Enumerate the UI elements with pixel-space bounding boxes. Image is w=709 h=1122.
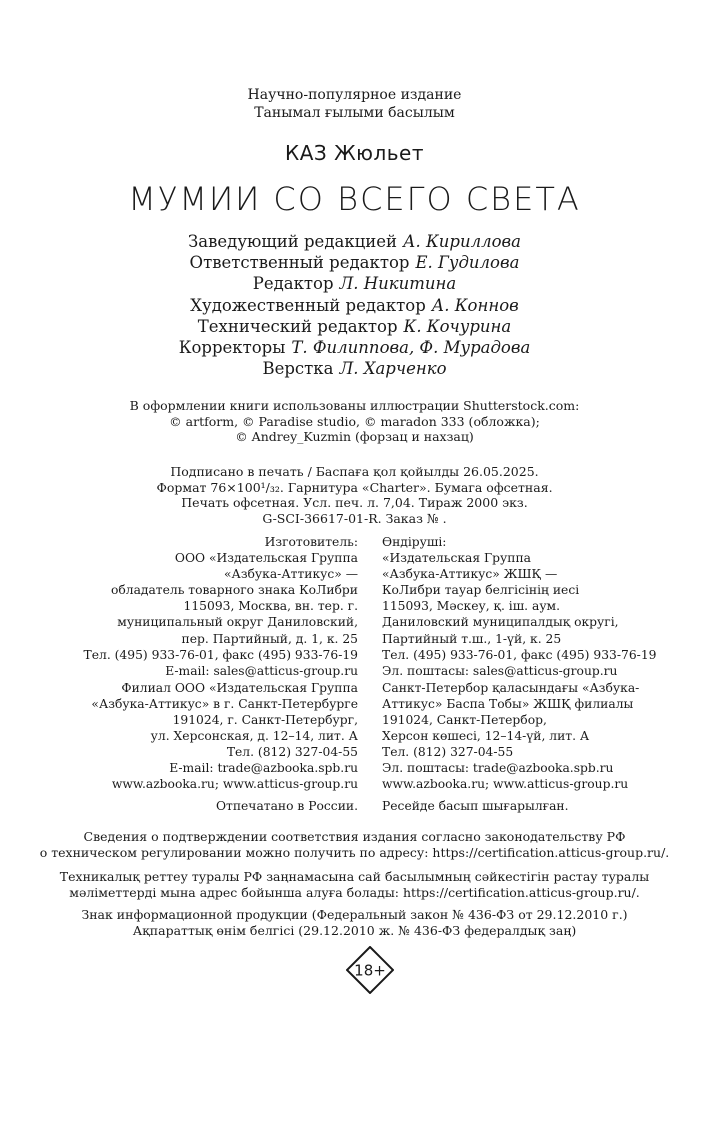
credit-name: А. Кириллова	[403, 232, 521, 251]
credits-block	[0, 231, 709, 379]
print-info-line: G-SCI-36617-01-R. Заказ № .	[262, 510, 447, 526]
website-links-kz: www.azbooka.ru; www.atticus-group.ru	[382, 777, 629, 791]
imprint-line: пер. Партийный, д. 1, к. 25	[181, 631, 358, 646]
imprint-line: Тел. (812) 327-04-55	[382, 745, 514, 760]
certification-line: Техникалық реттеу туралы РФ заңнамасына сай басылымның сәйкестігін растау туралы	[59, 869, 650, 884]
imprint-line: Тел. (495) 933-76-01, факс (495) 933-76-19	[83, 647, 358, 662]
imprint-line: КоЛибри тауар белгісінің иесі	[382, 583, 580, 598]
credit-role: Ответственный редактор	[189, 253, 410, 273]
genre-block	[0, 86, 709, 122]
book-title: МУМИИ СО ВСЕГО СВЕТА	[128, 180, 581, 218]
credit-line	[0, 231, 709, 252]
genre-kz: Танымал ғылыми басылым	[254, 105, 455, 121]
imprint-line: «Азбука-Аттикус» в г. Санкт-Петербурге	[91, 697, 358, 712]
imprint-line: обладатель товарного знака КоЛибри	[110, 583, 358, 598]
genre-ru: Научно-популярное издание	[247, 87, 462, 103]
illustrations-line: © Andrey_Kuzmin (форзац и нахзац)	[235, 429, 474, 445]
imprint-line: Санкт-Петербор қаласындағы «Азбука-	[382, 681, 640, 695]
imprint-line: муниципальный округ Даниловский,	[117, 615, 358, 630]
imprint-line: 115093, Москва, вн. тер. г.	[183, 599, 358, 614]
certification-line: Сведения о подтверждении соответствия издания согласно законодательству РФ	[83, 829, 626, 844]
imprint-line: Эл. поштасы: trade@azbooka.spb.ru	[382, 761, 614, 776]
print-info-line: Подписано в печать / Баспаға қол қойылды 26.05.2025.	[170, 464, 539, 479]
credit-line	[0, 316, 709, 337]
certification-kz	[0, 869, 709, 900]
imprint-line: 191024, г. Санкт-Петербург,	[172, 713, 358, 728]
certification-line: о техническом регулировании можно получить по адресу: https://certification.atticus-group.ru/.	[39, 844, 670, 860]
imprint-line: E-mail: trade@azbooka.spb.ru	[169, 761, 358, 776]
illustrations-line: В оформлении книги использованы иллюстрации Shutterstock.com:	[129, 398, 580, 413]
credit-name: Е. Гудилова	[415, 253, 520, 273]
printed-in-ru: Отпечатано в России.	[215, 799, 358, 813]
imprint-line: Тел. (812) 327-04-55	[226, 745, 358, 760]
credit-line	[0, 273, 709, 294]
imprint-line: Изготовитель:	[264, 535, 358, 549]
age-rating-icon	[346, 946, 394, 994]
imprint-line: 115093, Мәскеу, қ. іш. аум.	[382, 599, 561, 614]
imprint-line: Эл. поштасы: sales@atticus-group.ru	[382, 663, 618, 678]
imprint-line: E-mail: sales@atticus-group.ru	[165, 663, 358, 678]
website-links-ru: www.azbooka.ru; www.atticus-group.ru	[111, 777, 358, 791]
manufacturer-kz	[382, 534, 656, 679]
printed-in-kz: Ресейде басып шығарылған.	[382, 799, 569, 813]
imprint-line: Өндіруші:	[382, 535, 447, 549]
credit-role: Художественный редактор	[190, 295, 426, 315]
branch-kz	[382, 680, 639, 777]
credit-name: К. Кочурина	[403, 316, 512, 336]
certification-line: мәліметтерді мына адрес бойынша алуға болады: https://certification.atticus-group.ru/.	[69, 884, 640, 900]
author-name: КАЗ Жюльет	[285, 141, 424, 165]
credit-role: Верстка	[262, 359, 334, 379]
credit-line	[0, 295, 709, 316]
credit-line	[0, 358, 709, 379]
imprint-line: Даниловский муниципалдық округі,	[382, 615, 619, 630]
illustrations-line: © artform, © Paradise studio, © maradon 333 (обложка);	[169, 413, 540, 429]
illustrations-credit	[0, 398, 709, 445]
print-info-line: Печать офсетная. Усл. печ. л. 7,04. Тираж 2000 экз.	[181, 495, 528, 511]
imprint-line: Филиал ООО «Издательская Группа	[121, 681, 358, 695]
credit-line	[0, 252, 709, 273]
branch-ru	[91, 680, 358, 777]
imprint-line: 191024, Санкт-Петербор,	[382, 713, 547, 728]
imprint-line: Херсон көшесі, 12–14-үй, лит. А	[382, 729, 590, 744]
print-info-line: Формат 76×100¹/₃₂. Гарнитура «Charter». Бумага офсетная.	[156, 479, 553, 495]
manufacturer-ru	[84, 534, 358, 679]
imprint-line: Аттикус» Баспа Тобы» ЖШҚ филиалы	[382, 697, 634, 712]
credit-name: Т. Филиппова, Ф. Мурадова	[291, 338, 531, 358]
info-mark-line: Ақпараттық өнім белгісі (29.12.2010 ж. № 436-ФЗ федералдық заң)	[132, 922, 577, 938]
info-product-mark	[0, 907, 709, 938]
credit-role: Корректоры	[178, 338, 286, 358]
imprint-line: «Издательская Группа	[382, 551, 531, 566]
credit-line	[0, 337, 709, 358]
credit-role: Заведующий редакцией	[188, 232, 398, 251]
imprint-line: Партийный т.ш., 1-үй, к. 25	[382, 631, 562, 646]
credit-name: Л. Никитина	[339, 274, 457, 294]
credit-role: Редактор	[252, 274, 334, 294]
credit-name: А. Коннов	[431, 295, 519, 315]
certification-ru	[0, 829, 709, 860]
credit-name: Л. Харченко	[339, 359, 447, 379]
info-mark-line: Знак информационной продукции (Федеральный закон № 436-ФЗ от 29.12.2010 г.)	[81, 907, 628, 922]
imprint-line: «Азбука-Аттикус» —	[223, 567, 358, 582]
age-rating-label: 18+	[354, 961, 386, 980]
imprint-line: «Азбука-Аттикус» ЖШҚ —	[382, 567, 558, 582]
credit-role: Технический редактор	[197, 316, 398, 336]
imprint-line: ул. Херсонская, д. 12–14, лит. А	[150, 729, 358, 744]
print-info	[0, 464, 709, 526]
imprint-line: Тел. (495) 933-76-01, факс (495) 933-76-19	[382, 647, 657, 662]
imprint-line: ООО «Издательская Группа	[174, 551, 358, 566]
